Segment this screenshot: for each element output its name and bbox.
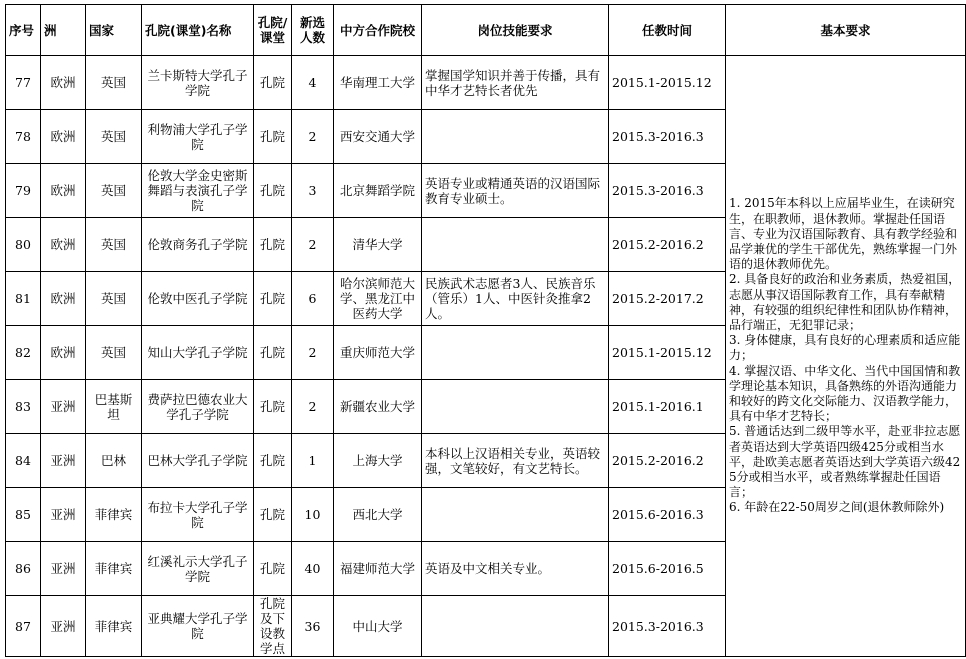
cell-count: 2 xyxy=(292,218,334,272)
cell-seq: 87 xyxy=(6,596,41,657)
cell-seq: 82 xyxy=(6,326,41,380)
cell-partner: 清华大学 xyxy=(334,218,422,272)
cell-skills xyxy=(422,326,609,380)
cell-period: 2015.6-2016.3 xyxy=(609,488,726,542)
cell-period: 2015.2-2016.2 xyxy=(609,218,726,272)
cell-partner: 中山大学 xyxy=(334,596,422,657)
cell-type: 孔院 xyxy=(254,542,292,596)
cell-continent: 亚洲 xyxy=(41,596,86,657)
cell-country: 菲律宾 xyxy=(86,488,142,542)
cell-period: 2015.1-2015.12 xyxy=(609,56,726,110)
cell-skills xyxy=(422,596,609,657)
cell-institute: 伦敦中医孔子学院 xyxy=(142,272,254,326)
cell-count: 40 xyxy=(292,542,334,596)
cell-type: 孔院 xyxy=(254,488,292,542)
cell-country: 菲律宾 xyxy=(86,542,142,596)
header-country: 国家 xyxy=(86,5,142,56)
cell-period: 2015.6-2016.5 xyxy=(609,542,726,596)
cell-country: 英国 xyxy=(86,218,142,272)
cell-institute: 红溪礼示大学孔子学院 xyxy=(142,542,254,596)
cell-partner: 新疆农业大学 xyxy=(334,380,422,434)
cell-type: 孔院 xyxy=(254,380,292,434)
cell-institute: 布拉卡大学孔子学院 xyxy=(142,488,254,542)
cell-type: 孔院 xyxy=(254,326,292,380)
basic-requirements-cell xyxy=(726,56,966,657)
cell-institute: 巴林大学孔子学院 xyxy=(142,434,254,488)
cell-type: 孔院及下设教学点 xyxy=(254,596,292,657)
cell-seq: 86 xyxy=(6,542,41,596)
header-count: 新选人数 xyxy=(292,5,334,56)
header-skills: 岗位技能要求 xyxy=(422,5,609,56)
header-period: 任教时间 xyxy=(609,5,726,56)
cell-count: 6 xyxy=(292,272,334,326)
cell-period: 2015.3-2016.3 xyxy=(609,110,726,164)
table-row xyxy=(6,56,966,110)
cell-partner: 重庆师范大学 xyxy=(334,326,422,380)
cell-continent: 亚洲 xyxy=(41,488,86,542)
cell-count: 3 xyxy=(292,164,334,218)
requirement-item: 2. 具备良好的政治和业务素质，热爱祖国，志愿从事汉语国际教育工作，具有奉献精神，有较强的组织纪律性和团队协作精神，品行端正，无犯罪记录； xyxy=(729,272,961,332)
cell-continent: 欧洲 xyxy=(41,272,86,326)
cell-country: 菲律宾 xyxy=(86,596,142,657)
cell-type: 孔院 xyxy=(254,434,292,488)
requirement-item: 6. 年龄在22-50周岁之间(退休教师除外) xyxy=(729,500,945,515)
cell-partner: 华南理工大学 xyxy=(334,56,422,110)
cell-institute: 利物浦大学孔子学院 xyxy=(142,110,254,164)
cell-type: 孔院 xyxy=(254,164,292,218)
cell-country: 巴林 xyxy=(86,434,142,488)
cell-continent: 亚洲 xyxy=(41,434,86,488)
requirement-item: 1. 2015年本科以上应届毕业生，在读研究生，在职教师，退休教师。掌握赴任国语言、专业为汉语国际教育、具有教学经验和品学兼优的学生干部优先，熟练掌握一门外语的退休教师优先。 xyxy=(729,196,958,272)
cell-skills: 掌握国学知识并善于传播，具有中华才艺特长者优先 xyxy=(422,56,609,110)
cell-institute: 伦敦商务孔子学院 xyxy=(142,218,254,272)
requirement-item: 4. 掌握汉语、中华文化、当代中国国情和教学理论基本知识，具备熟练的外语沟通能力和较好的跨文化交际能力、汉语教学能力，具有中华才艺特长； xyxy=(729,363,961,424)
cell-country: 巴基斯坦 xyxy=(86,380,142,434)
cell-type: 孔院 xyxy=(254,272,292,326)
cell-continent: 欧洲 xyxy=(41,218,86,272)
cell-skills xyxy=(422,110,609,164)
cell-country: 英国 xyxy=(86,110,142,164)
cell-count: 2 xyxy=(292,110,334,164)
cell-skills xyxy=(422,488,609,542)
cell-seq: 79 xyxy=(6,164,41,218)
cell-skills xyxy=(422,380,609,434)
cell-partner: 西北大学 xyxy=(334,488,422,542)
header-seq: 序号 xyxy=(6,5,41,56)
cell-skills: 英语专业或精通英语的汉语国际教育专业硕士。 xyxy=(422,164,609,218)
cell-count: 2 xyxy=(292,326,334,380)
cell-period: 2015.2-2017.2 xyxy=(609,272,726,326)
cell-skills xyxy=(422,218,609,272)
cell-continent: 欧洲 xyxy=(41,164,86,218)
cell-period: 2015.1-2016.1 xyxy=(609,380,726,434)
cell-period: 2015.3-2016.3 xyxy=(609,596,726,657)
cell-country: 英国 xyxy=(86,326,142,380)
cell-continent: 欧洲 xyxy=(41,110,86,164)
cell-skills: 英语及中文相关专业。 xyxy=(422,542,609,596)
cell-skills: 民族武术志愿者3人、民族音乐（管乐）1人、中医针灸推拿2人。 xyxy=(422,272,609,326)
cell-type: 孔院 xyxy=(254,218,292,272)
cell-count: 10 xyxy=(292,488,334,542)
cell-period: 2015.1-2015.12 xyxy=(609,326,726,380)
cell-seq: 84 xyxy=(6,434,41,488)
cell-period: 2015.2-2016.2 xyxy=(609,434,726,488)
cell-country: 英国 xyxy=(86,164,142,218)
cell-seq: 83 xyxy=(6,380,41,434)
requirement-item: 3. 身体健康，具有良好的心理素质和适应能力； xyxy=(729,333,961,363)
header-institute: 孔院(课堂)名称 xyxy=(142,5,254,56)
header-partner: 中方合作院校 xyxy=(334,5,422,56)
header-basic: 基本要求 xyxy=(726,5,966,56)
cell-institute: 兰卡斯特大学孔子学院 xyxy=(142,56,254,110)
cell-institute: 伦敦大学金史密斯舞蹈与表演孔子学院 xyxy=(142,164,254,218)
cell-continent: 欧洲 xyxy=(41,56,86,110)
cell-partner: 哈尔滨师范大学、黑龙江中医药大学 xyxy=(334,272,422,326)
requirement-item: 5. 普通话达到二级甲等水平，赴亚非拉志愿者英语达到大学英语四级425分或相当水平，赴欧美志愿者英语达到大学英语六级425分或相当水平，或者熟练掌握赴任国语言； xyxy=(729,424,961,500)
cell-type: 孔院 xyxy=(254,56,292,110)
cell-seq: 77 xyxy=(6,56,41,110)
cell-institute: 费萨拉巴德农业大学孔子学院 xyxy=(142,380,254,434)
cell-seq: 81 xyxy=(6,272,41,326)
cell-seq: 78 xyxy=(6,110,41,164)
cell-institute: 知山大学孔子学院 xyxy=(142,326,254,380)
cell-count: 36 xyxy=(292,596,334,657)
cell-skills: 本科以上汉语相关专业，英语较强，文笔较好，有文艺特长。 xyxy=(422,434,609,488)
cell-partner: 西安交通大学 xyxy=(334,110,422,164)
cell-count: 2 xyxy=(292,380,334,434)
cell-seq: 85 xyxy=(6,488,41,542)
cell-country: 英国 xyxy=(86,56,142,110)
cell-country: 英国 xyxy=(86,272,142,326)
cell-count: 1 xyxy=(292,434,334,488)
volunteer-table xyxy=(5,4,966,657)
header-continent: 洲 xyxy=(41,5,86,56)
header-row xyxy=(6,5,966,56)
cell-seq: 80 xyxy=(6,218,41,272)
header-type: 孔院/课堂 xyxy=(254,5,292,56)
cell-partner: 福建师范大学 xyxy=(334,542,422,596)
cell-continent: 欧洲 xyxy=(41,326,86,380)
cell-partner: 上海大学 xyxy=(334,434,422,488)
cell-count: 4 xyxy=(292,56,334,110)
cell-partner: 北京舞蹈学院 xyxy=(334,164,422,218)
cell-type: 孔院 xyxy=(254,110,292,164)
cell-period: 2015.3-2016.3 xyxy=(609,164,726,218)
cell-institute: 亚典耀大学孔子学院 xyxy=(142,596,254,657)
cell-continent: 亚洲 xyxy=(41,380,86,434)
cell-continent: 亚洲 xyxy=(41,542,86,596)
